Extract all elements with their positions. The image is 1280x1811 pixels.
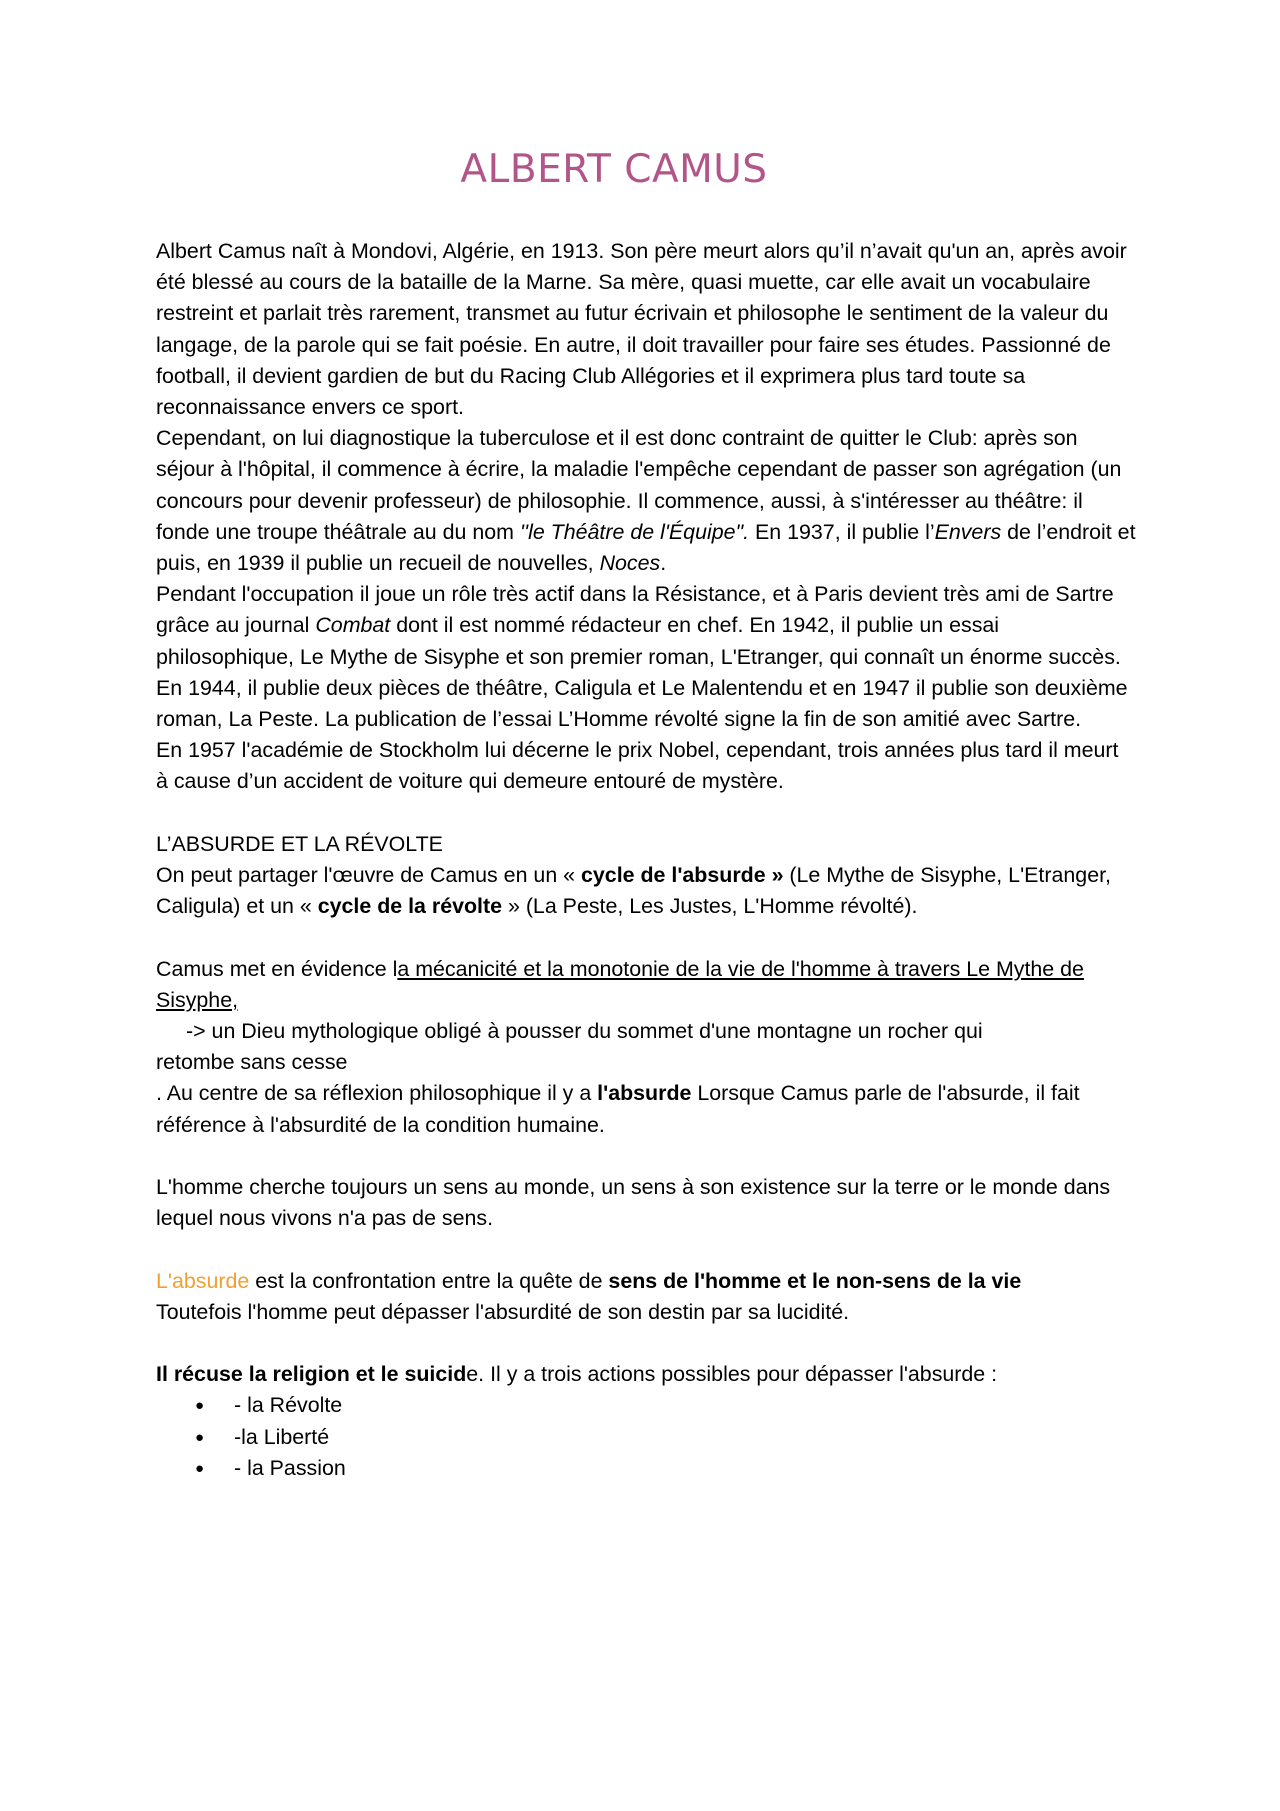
list-item: ● -la Liberté [156,1422,1136,1453]
lucidite-line: Toutefois l'homme peut dépasser l'absurdité de son destin par sa lucidité. [156,1299,850,1324]
bio-paragraph-illness: Cependant, on lui diagnostique la tuberculose et il est donc contraint de quitter le Club: après son séjour à l'hôpital, il commence à écrire, la maladie l'empêche cependant de passer son agrégation (un concours pour devenir professeur) de philosophie. Il commence, aussi, à s'intéresser au théâtre: il fonde une troupe théâtrale au du nom ''le Théâtre de l'Équipe". En 1937, il publie l’Envers de l’endroit et puis, en 1939 il publie un recueil de nouvelles, Noces. [156,426,1136,576]
bio-paragraph-nobel: En 1957 l'académie de Stockholm lui décerne le prix Nobel, cependant, trois années plus tard il meurt à cause d’un accident de voiture qui demeure entouré de mystère. [156,738,1119,794]
list-item: ● - la Révolte [156,1390,1136,1421]
list-item: ● - la Passion [156,1453,1136,1484]
cycles-paragraph: On peut partager l'œuvre de Camus en un « cycle de l'absurde » (Le Mythe de Sisyphe, L'Etranger, Caligula) et un « cycle de la révolte » (La Peste, Les Justes, L'Homme révolté). [156,863,1111,919]
actions-list [156,1390,1136,1484]
cycle-absurde-bold: cycle de l'absurde » [581,863,784,888]
absurde-highlight: L'absurde [156,1268,250,1293]
recuse-paragraph: Il récuse la religion et le suicide. Il y a trois actions possibles pour dépasser l'absurde : [156,1362,998,1387]
absurde-bold: l'absurde [597,1081,692,1106]
journal-title-combat: Combat [315,613,391,638]
sens-bold: sens de l'homme et le non-sens de la vie [608,1268,1022,1293]
sisyphe-underlined: a mécanicité et la monotonie de la vie de l'homme à travers Le Mythe de Sisyphe, [156,956,1084,1012]
document-body [156,236,1136,1484]
bio-paragraph-resistance: Pendant l'occupation il joue un rôle très actif dans la Résistance, et à Paris devient très ami de Sartre grâce au journal Combat dont il est nommé rédacteur en chef. En 1942, il publie un essai philosophique, Le Mythe de Sisyphe et son premier roman, L'Etranger, qui connaît un énorme succès. En 1944, il publie deux pièces de théâtre, Caligula et Le Malentendu et en 1947 il publie son deuxième roman, La Peste. La publication de l’essai L’Homme révolté signe la fin de son amitié avec Sartre. [156,582,1128,732]
spacer [156,922,1136,953]
spacer [156,1234,1136,1265]
sisyphe-paragraph: Camus met en évidence la mécanicité et la monotonie de la vie de l'homme à travers Le Mythe de Sisyphe, [156,956,1084,1012]
bio-paragraph-birth: Albert Camus naît à Mondovi, Algérie, en 1913. Son père meurt alors qu’il n’avait qu'un an, après avoir été blessé au cours de la bataille de la Marne. Sa mère, quasi muette, car elle avait un vocabulaire restreint et parlait très rarement, transmet au futur écrivain et philosophe le sentiment de la valeur du langage, de la parole qui se fait poésie. En autre, il doit travailler pour faire ses études. Passionné de football, il devient gardien de but du Racing Club Allégories et il exprimera plus tard toute sa reconnaissance envers ce sport. [156,239,1127,420]
definition-paragraph: L'absurde est la confrontation entre la quête de sens de l'homme et le non-sens de la vie [156,1268,1022,1293]
spacer [156,1141,1136,1172]
theatre-name: ''le Théâtre de l'Équipe". [519,519,750,544]
section-heading-absurde: L’ABSURDE ET LA RÉVOLTE [156,831,443,856]
cycle-revolte-bold: cycle de la révolte [317,894,503,919]
centre-paragraph: . Au centre de sa réflexion philosophique il y a l'absurde Lorsque Camus parle de l'absurde, il fait référence à l'absurdité de la condition humaine. [156,1081,1080,1137]
dieu-line: -> un Dieu mythologique obligé à pousser du sommet d'une montagne un rocher qui [186,1019,983,1044]
recuse-bold: Il récuse la religion et le suicid [156,1362,467,1387]
spacer [156,1328,1136,1359]
sens-paragraph: L'homme cherche toujours un sens au monde, un sens à son existence sur la terre or le monde dans lequel nous vivons n'a pas de sens. [156,1175,1111,1231]
retombe-line: retombe sans cesse [156,1050,348,1075]
book-title-noces: Noces [599,551,661,576]
spacer [156,798,1136,829]
page-title: ALBERT CAMUS [460,147,768,192]
book-title-envers: Envers [934,519,1002,544]
